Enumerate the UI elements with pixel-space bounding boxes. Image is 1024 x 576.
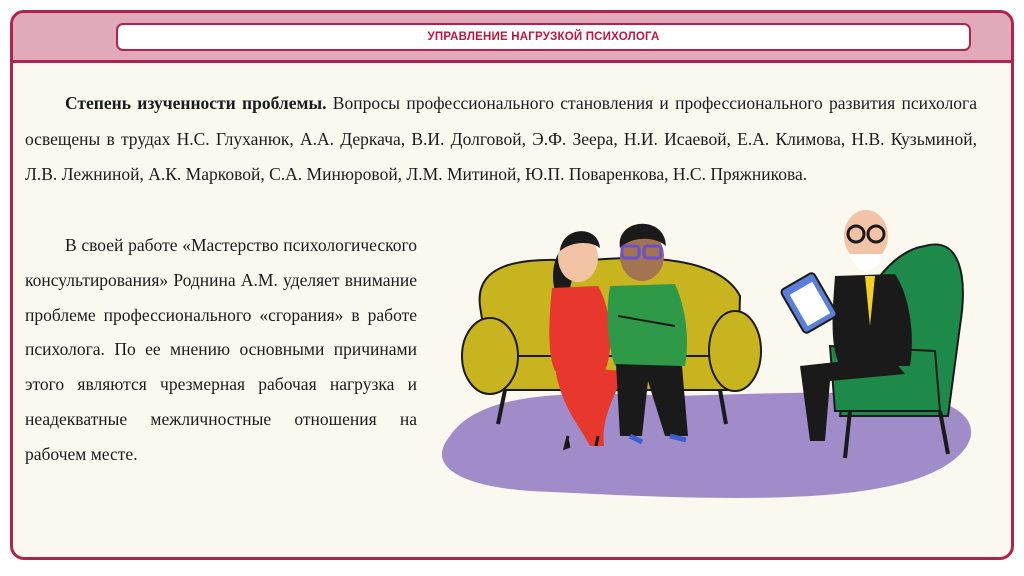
counseling-illustration	[420, 196, 980, 506]
paragraph-body: Вопросы профессионального становления и профессионального развития психолога освещены в трудах Н.С. Глуханюк, А.А. Деркача, В.И. Долговой, Э.Ф. Зеера, Н.И. Исаевой, Е.А. Климова, Н.В. Кузьминой, Л.В. Лежниной, А.К. Марковой, С.А. Минюровой, Л.М. Митиной, Ю.П. Поваренкова, Н.С. Пряжникова.	[25, 93, 977, 184]
header-band	[13, 13, 1011, 63]
paragraph-lead: Степень изученности проблемы.	[65, 93, 327, 113]
paragraph-study-degree	[25, 86, 977, 193]
title-box	[116, 23, 971, 51]
paragraph-rodnina: В своей работе «Мастерство психологического консультирования» Роднина А.М. уделяет внимание проблеме профессионального «сгорания» в работе психолога. По ее мнению основными причинами этого являются чрезмерная рабочая нагрузка и неадекватные межличностные отношения на рабочем месте.	[25, 235, 417, 464]
page-title: УПРАВЛЕНИЕ НАГРУЗКОЙ ПСИХОЛОГА	[427, 31, 660, 43]
